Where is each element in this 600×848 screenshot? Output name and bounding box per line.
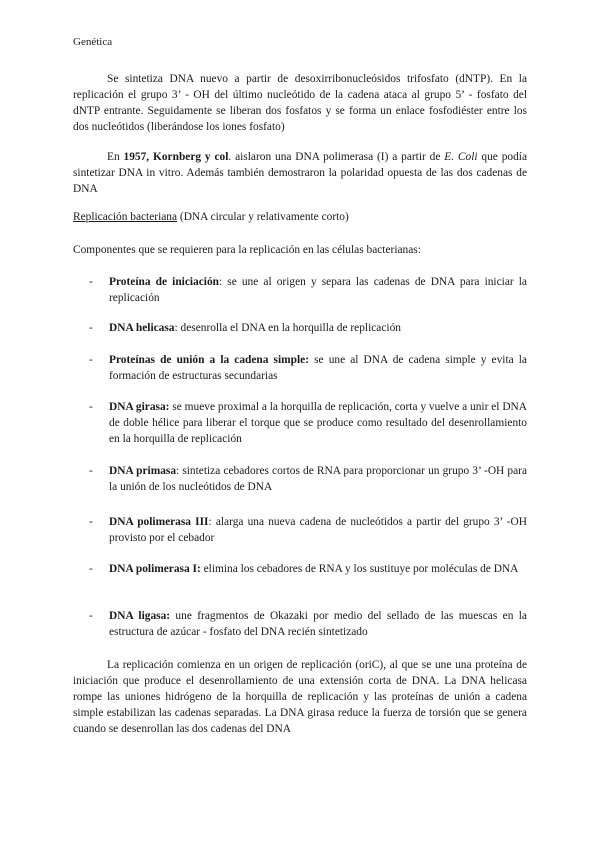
components-intro: Componentes que se requieren para la replicación en las células bacterianas: — [73, 244, 421, 256]
section-title: Replicación bacteriana — [73, 211, 178, 223]
list-bullet: - — [89, 401, 93, 413]
kornberg-bold: 1957, Kornberg y col — [123, 151, 229, 163]
list-item-primasa — [89, 463, 527, 495]
item-term: Proteína de iniciación — [109, 276, 219, 288]
ecoli-italic: E. Coli — [444, 151, 478, 163]
item-text: se mueve proximal a la horquilla de replicación, corta y vuelve a unir el DNA de doble hélice para liberar el torque que se produce como resultado del desenrollamiento en la horquilla de replicación — [109, 401, 527, 445]
list-bullet: - — [89, 354, 93, 366]
list-bullet: - — [89, 276, 93, 288]
kornberg-mid: . aislaron una DNA polimerasa (I) a partir de — [228, 151, 445, 163]
item-term: DNA helicasa — [109, 322, 175, 334]
item-text: : se une al origen y separa las cadenas de DNA para iniciar la replicación — [109, 276, 527, 304]
item-text: : sintetiza cebadores cortos de RNA para proporcionar un grupo 3’ -OH para la unión de los nucleótidos de DNA — [109, 465, 528, 493]
list-bullet: - — [89, 465, 93, 477]
item-text: : desenrolla el DNA en la horquilla de replicación — [174, 322, 401, 334]
item-term: DNA polimerasa III — [109, 516, 209, 528]
item-text: elimina los cebadores de RNA y los sustituye por moléculas de DNA — [200, 563, 519, 575]
list-item-polimerasa-i — [89, 561, 527, 577]
list-item-helicasa — [89, 320, 527, 336]
paragraph-oric-text: La replicación comienza en un origen de replicación (oriC), al que se une una proteína de iniciación que produce el desenrollamiento de una extensión corta de DNA. La DNA helicasa rompe las uniones hidrógeno de la horquilla de replicación y las proteínas de unión a cadena simple estabilizan las cadenas separadas. La DNA girasa reduce la fuerza de torsión que se genera cuando se desenrollan las dos cadenas del DNA — [73, 659, 527, 735]
item-text: : alarga una nueva cadena de nucleótidos a partir del grupo 3’ -OH provisto por el cebador — [109, 516, 527, 544]
kornberg-tail: que podía sintetizar DNA in vitro. Además también demostraron la polaridad opuesta de las dos cadenas de DNA — [73, 151, 527, 195]
paragraph-oric — [73, 657, 527, 737]
item-term: DNA ligasa: — [109, 610, 171, 622]
item-text: se une al DNA de cadena simple y evita la formación de estructuras secundarias — [109, 354, 527, 382]
paragraph-kornberg — [73, 149, 527, 197]
list-bullet: - — [89, 322, 93, 334]
list-item-girasa — [89, 399, 527, 447]
list-item-iniciacion — [89, 274, 527, 306]
paragraph-dntp-text: Se sintetiza DNA nuevo a partir de desoxirribonucleósidos trifosfato (dNTP). En la replicación el grupo 3’ - OH del último nucleótido de la cadena ataca al grupo 5’ - fosfato del dNTP entrante. Seguidamente se liberan dos fosfatos y se forma un enlace fosfodiéster entre los dos nucleótidos (liberándose los iones fosfato) — [73, 73, 527, 133]
list-item-ligasa — [89, 608, 527, 640]
list-item-polimerasa-iii — [89, 514, 527, 546]
list-bullet: - — [89, 610, 93, 622]
item-text: une fragmentos de Okazaki por medio del sellado de las muescas en la estructura de azúcar - fosfato del DNA recién sintetizado — [109, 610, 527, 638]
kornberg-lead: En — [107, 151, 124, 163]
item-term: DNA girasa: — [109, 401, 170, 413]
page-header: Genética — [73, 36, 113, 48]
item-term: DNA primasa — [109, 465, 177, 477]
item-term: Proteínas de unión a la cadena simple: — [109, 354, 309, 366]
section-heading — [73, 209, 349, 225]
list-bullet: - — [89, 516, 93, 528]
list-item-union-simple — [89, 352, 527, 384]
item-term: DNA polimerasa I: — [109, 563, 201, 575]
paragraph-dntp — [73, 71, 527, 135]
list-bullet: - — [89, 563, 93, 575]
section-note: (DNA circular y relativamente corto) — [177, 211, 349, 223]
